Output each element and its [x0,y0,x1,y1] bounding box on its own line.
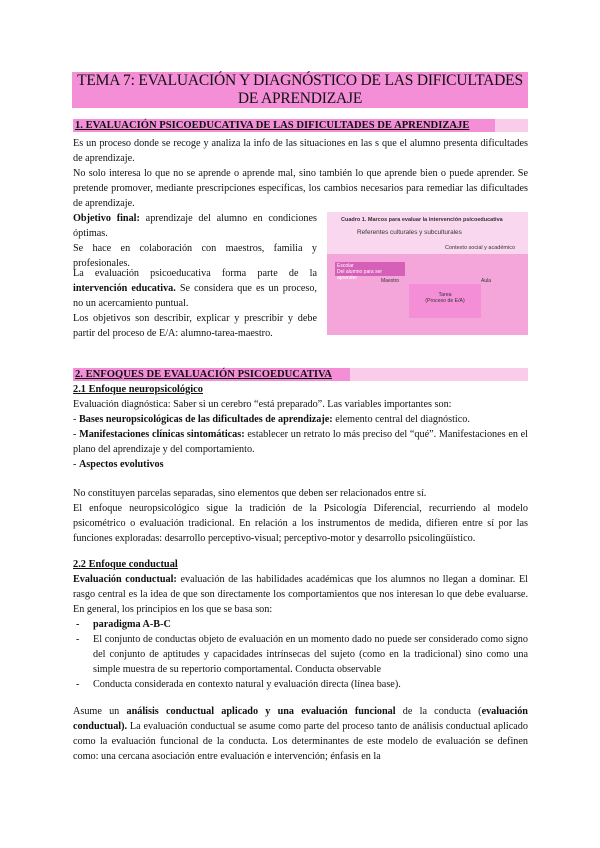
variable-aspectos [73,457,528,472]
section-2-highlight-tail [350,368,528,381]
figure-classroom-label: Aula [481,278,492,284]
subsection-2-2-heading: 2.2 Enfoque conductual [73,559,178,570]
section-2-heading: 2. ENFOQUES DE EVALUACIÓN PSICOEDUCATIVA [73,368,352,381]
subsection-2-1-paragraph-2: No constituyen parcelas separadas, sino elementos que deben ser relacionados entre sí. [73,488,427,499]
section-1-paragraph-4 [73,266,317,311]
figure-context-label: Contexto social y académico [445,245,516,251]
p4-text-c: Se considera que es un proceso, no un acercamiento puntual. [73,283,317,309]
p4-text-a: La evaluación psicoeducativa forma parte de la [73,268,317,279]
figure-student-label: Escolar [337,263,354,269]
document-title [72,72,528,108]
bases-label: Bases neuropsicológicas de las dificultades de aprendizaje: [78,414,333,425]
subsection-2-1-paragraph-3: El enfoque neuropsicológico sigue la tradición de la Psicología Diferencial, recurriendo al modelo psicométrico o evaluación tradicional. En relación a los instrumentos de medida, difieren entre sí por las funciones exploradas: desarrollo perceptivo-visual; perceptivo-motor y desarrollo psicolingüístico. [73,503,528,544]
section-1-paragraph-5: Los objetivos son describir, explicar y prescribir y debe partir del proceso de E/A: alumno-tarea-maestro. [73,313,317,339]
p4-bold: intervención educativa. [73,283,176,294]
figure-task-label: Tarea [438,292,452,298]
manifestaciones-text: establecer un retrato lo más preciso del “qué”. Manifestaciones en el plano del aprendizaje y del comportamiento. [73,429,528,455]
principle-item-1: - paradigma A-B-C [73,617,528,632]
section-1-paragraph-3: Se hace en colaboración con maestros, familia y profesionales. [73,243,317,269]
dash: - [73,429,80,440]
p2-bold-2: evaluación conductual). [73,706,528,732]
section-1-heading: 1. EVALUACIÓN PSICOEDUCATIVA DE LAS DIFICULTADES DE APRENDIZAJE [73,119,497,132]
objective-text: aprendizaje del alumno en condiciones óptimas. [73,213,317,239]
objective-label: Objetivo final: [73,213,140,224]
p2-c: de la conducta ( [395,706,482,717]
subsection-2-2-paragraph-2 [73,704,528,764]
dash: - [73,459,79,470]
subsection-2-2-paragraph-1 [73,572,528,617]
subsection-2-1-paragraph-1: Evaluación diagnóstica: Saber si un cerebro “está preparado”. Las variables importantes son: [73,399,452,410]
evaluacion-conductual-label: Evaluación conductual: [73,574,177,585]
figure-task-sub: (Proceso de E/A) [425,298,465,304]
p2-bold-1: análisis conductual aplicado y una evaluación funcional [126,706,396,717]
section-1-paragraph-1: Es un proceso donde se recoge y analiza la info de las situaciones en las s que el alumno presenta dificultades de aprendizaje. [73,138,528,164]
section-1-objective [73,211,317,241]
variable-bases [73,412,528,427]
aspectos-label: Aspectos evolutivos [78,459,164,470]
principles-list [73,617,528,692]
variable-manifestaciones [73,427,528,457]
figure-student-sub: Del alumno para ser aprender [337,269,383,281]
figure-caption: Cuadro 1. Marcos para evaluar la intervención psicoeducativa [341,217,503,223]
section-1-paragraph-2: No solo interesa lo que no se aprende o aprende mal, sino también lo que aprende bien o puede aprender. Se pretende promover, mediante prescripciones específicas, los cambios necesarios para remediar las dificultades de aprendizaje. [73,168,528,209]
evaluacion-conductual-text: evaluación de las habilidades académicas que los alumnos no llegan a dominar. El rasgo central es la idea de que son directamente los comportamientos que nos interesan lo que debe evaluarse. En general, los principios en los que se basa son: [73,574,528,615]
figure-teacher-label: Maestro [381,278,400,284]
principle-item-3: - Conducta considerada en contexto natural y evaluación directa (línea base). [73,677,528,692]
figure-subtitle: Referentes culturales y subculturales [357,229,462,236]
manifestaciones-label: Manifestaciones clínicas sintomáticas: [79,429,245,440]
section-1-highlight-tail [495,119,528,132]
dash: - [73,414,79,425]
subsection-2-1-heading: 2.1 Enfoque neuropsicológico [73,384,203,395]
principle-item-2: - El conjunto de conductas objeto de evaluación en un momento dado no puede ser considerado como signo del conjunto de aptitudes y capacidades intrínsecas del sujeto (como en la tradicional) sino como una simple muestra de su repertorio comportamental. Conducta observable [73,632,528,677]
title-line-1: TEMA 7: EVALUACIÓN Y DIAGNÓSTICO DE LAS DIFICULTADES [77,72,523,89]
p2-e: La evaluación conductual se asume como parte del proceso tanto de análisis conductual aplicado como la evaluación funcional de la conducta. Los determinantes de este modelo de evaluación se definen como: una cercana asociación entre evaluación e intervención; énfasis en la [73,721,528,762]
figure-task-box [409,284,481,318]
intervention-diagram [327,212,528,335]
title-line-2: DE APRENDIZAJE [237,90,363,107]
p2-a: Asume un [73,706,127,717]
bases-text: elemento central del diagnóstico. [332,414,470,425]
